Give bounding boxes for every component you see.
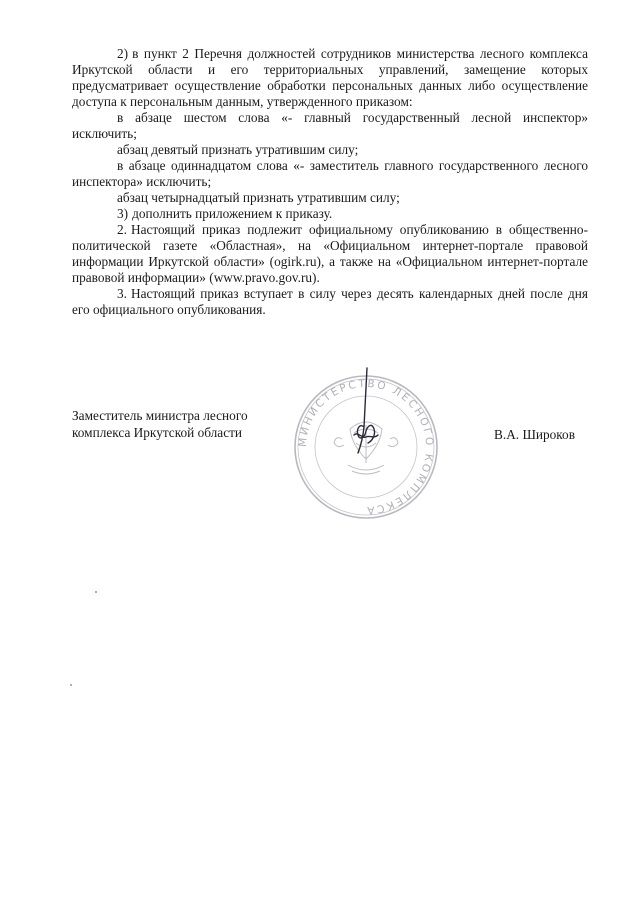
scan-speck (95, 591, 97, 593)
paragraph-text: Настоящий приказ подлежит официальному опубликованию в общественно-политической газете «Областная», на «Официальном интернет-портале правовой информации Иркутской области» (ogirk.ru), а также на «Официальном интернет-портале правовой информации» (www.pravo.gov.ru). (72, 222, 588, 285)
paragraph-text: в пункт 2 Перечня должностей сотрудников министерства лесного комплекса Иркутской области и его территориальных управлений, замещение которых предусматривает осуществление обработки персональных данных либо осуществление доступа к персональным данным, утвержденного приказом: (72, 46, 588, 109)
paragraph-text: абзац четырнадцатый признать утратившим силу; (117, 190, 400, 205)
paragraph-number: 2) (117, 46, 129, 61)
paragraph-text: в абзаце одиннадцатом слова «- заместитель главного государственного лесного инспектора» исключить; (72, 158, 588, 189)
paragraph-item-indent-6 (72, 110, 588, 142)
handwritten-signature (340, 365, 390, 460)
signatory-name: В.А. Широков (494, 427, 575, 442)
paragraph-item-indent-14 (72, 190, 588, 206)
paragraph-text: дополнить приложением к приказу. (132, 206, 333, 221)
scan-speck (70, 684, 72, 686)
paragraph-item-2-3 (72, 206, 588, 222)
paragraph-number: 2. (117, 222, 127, 237)
paragraph-text: в абзаце шестом слова «- главный государственный лесной инспектор» исключить; (72, 110, 588, 141)
signature-mark (340, 365, 390, 460)
paragraph-item-2-2 (72, 46, 588, 110)
signatory-position-line: Заместитель министра лесного (72, 408, 248, 423)
paragraph-item-publication (72, 222, 588, 286)
document-body (72, 46, 588, 318)
signatory-position (72, 407, 248, 441)
paragraph-number: 3. (117, 286, 127, 301)
seal-ring-text: МИНИСТЕРСТВО ЛЕСНОГО КОМПЛЕКСА (296, 377, 436, 517)
paragraph-number: 3) (117, 206, 129, 221)
paragraph-item-indent-9 (72, 142, 588, 158)
paragraph-item-indent-11 (72, 158, 588, 190)
signatory-position-line: комплекса Иркутской области (72, 425, 243, 440)
paragraph-text: Настоящий приказ вступает в силу через десять календарных дней после дня его официального опубликования. (72, 286, 588, 317)
paragraph-item-effective-date (72, 286, 588, 318)
paragraph-text: абзац девятый признать утратившим силу; (117, 142, 359, 157)
